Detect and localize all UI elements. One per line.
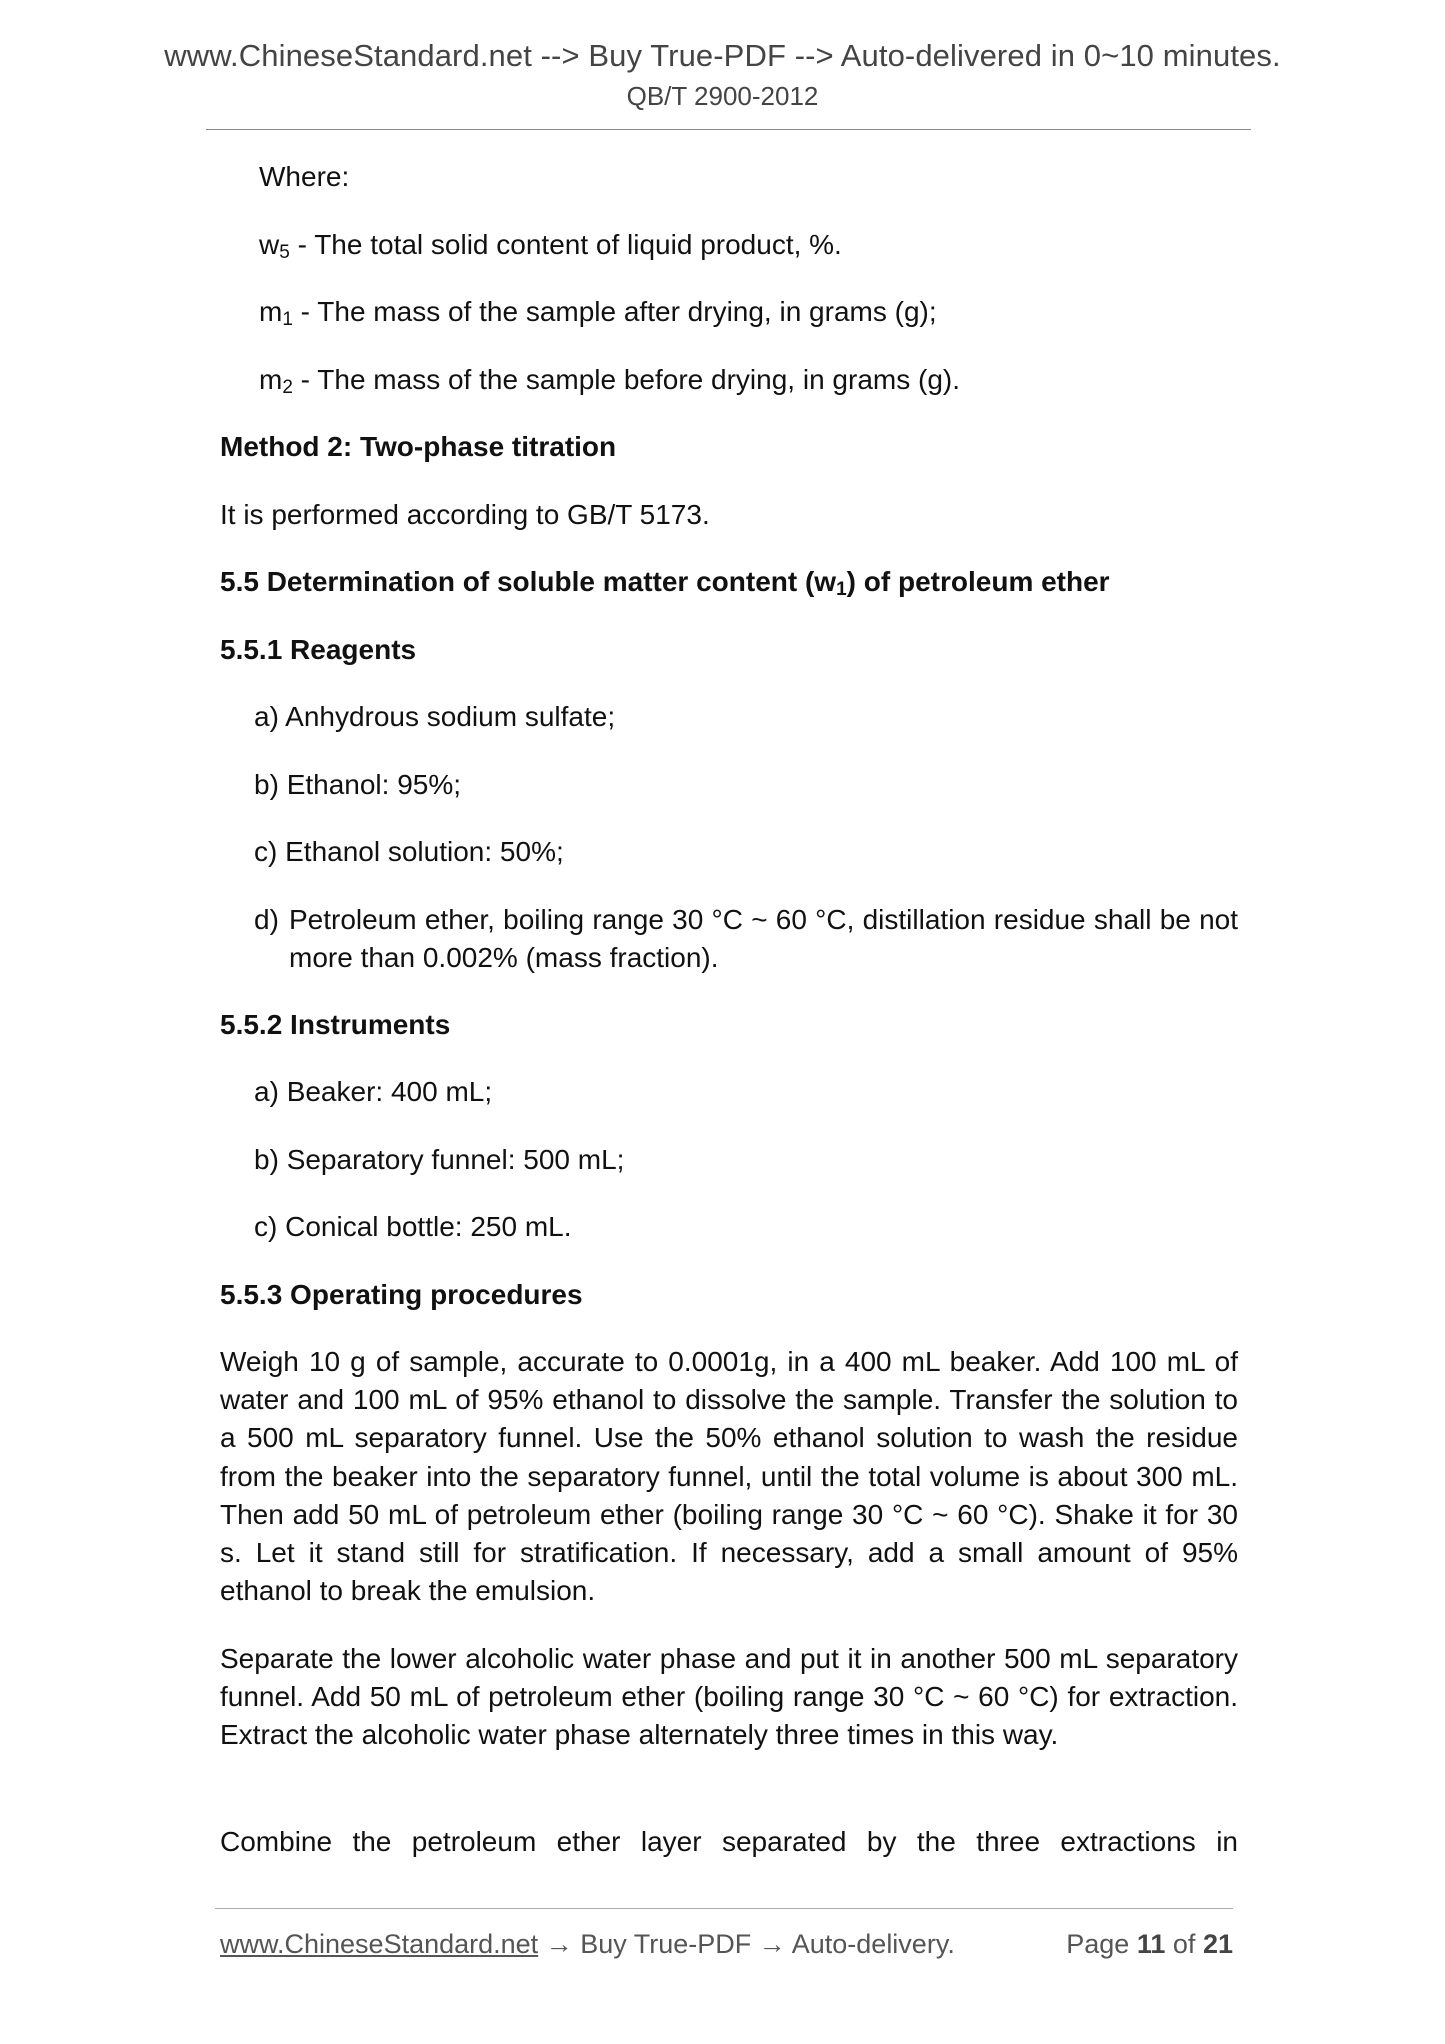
- variable-symbol: w: [259, 229, 280, 260]
- variable-symbol: m: [259, 364, 283, 395]
- reagent-item: [254, 698, 615, 736]
- item-text: Ethanol: 95%;: [286, 769, 462, 800]
- item-text: Ethanol solution: 50%;: [285, 836, 564, 867]
- section-5-5-3-heading: 5.5.3 Operating procedures: [220, 1279, 583, 1310]
- page-total: 21: [1202, 1929, 1233, 1959]
- reagent-item: [254, 833, 564, 871]
- method2-text: It is performed according to GB/T 5173.: [220, 499, 710, 530]
- heading-subscript: 1: [836, 579, 847, 600]
- item-label: d): [254, 904, 279, 935]
- procedure-paragraph-2: Separate the lower alcoholic water phase and put it in another 500 mL separatory funnel. Add 50 mL of petroleum ether (boiling range 30 °C ~ 60 °C) for extraction. Extract the alcoholic water phase alternately three times in this way.: [220, 1643, 1238, 1751]
- heading-text: ) of petroleum ether: [846, 566, 1110, 597]
- instrument-item: [254, 1073, 492, 1111]
- variable-subscript: 1: [282, 309, 293, 330]
- procedure-paragraph-1: Weigh 10 g of sample, accurate to 0.0001g, in a 400 mL beaker. Add 100 mL of water and 100 mL of 95% ethanol to dissolve the sample. Transfer the solution to a 500 mL separatory funnel. Use the 50% ethanol solution to wash the residue from the beaker into the separatory funnel, until the total volume is about 300 mL. Then add 50 mL of petroleum ether (boiling range 30 °C ~ 60 °C). Shake it for 30 s. Let it stand still for stratification. If necessary, add a small amount of 95% ethanol to break the emulsion.: [220, 1346, 1238, 1607]
- page-indicator: [1066, 1929, 1233, 1960]
- footer-left: [220, 1929, 955, 1960]
- header-standard-number: QB/T 2900-2012: [626, 81, 819, 111]
- item-text: Petroleum ether, boiling range 30 °C ~ 60 °C, distillation residue shall be not more than 0.002% (mass fraction).: [289, 904, 1238, 973]
- reagent-item: [254, 901, 1238, 977]
- footer-site-link[interactable]: www.ChineseStandard.net: [220, 1929, 539, 1959]
- section-5-5-1-heading: 5.5.1 Reagents: [220, 634, 417, 665]
- item-label: a): [254, 1076, 279, 1107]
- procedure-paragraph-3: Combine the petroleum ether layer separated by the three extractions in: [220, 1826, 1238, 1857]
- item-label: c): [254, 836, 278, 867]
- page-word: Page: [1066, 1929, 1130, 1959]
- method2-heading: Method 2: Two-phase titration: [220, 431, 617, 462]
- item-text: Conical bottle: 250 mL.: [285, 1211, 572, 1242]
- footer-divider: [215, 1908, 1233, 1909]
- item-label: a): [254, 701, 279, 732]
- reagent-item: [254, 766, 461, 804]
- variable-symbol: m: [259, 296, 283, 327]
- item-text: Anhydrous sodium sulfate;: [285, 701, 616, 732]
- variable-subscript: 2: [282, 377, 293, 398]
- heading-text: 5.5 Determination of soluble matter content (w: [220, 566, 837, 597]
- instrument-item: [254, 1141, 624, 1179]
- page-current: 11: [1136, 1929, 1166, 1959]
- item-text: Separatory funnel: 500 mL;: [286, 1144, 625, 1175]
- variable-m2-definition: [259, 361, 960, 399]
- of-word: of: [1172, 1929, 1196, 1959]
- where-label: Where:: [259, 161, 350, 192]
- footer-tagline: → Buy True-PDF → Auto-delivery.: [538, 1929, 955, 1959]
- item-label: c): [254, 1211, 278, 1242]
- variable-description: - The mass of the sample after drying, in grams (g);: [292, 296, 937, 327]
- instrument-item: [254, 1208, 572, 1246]
- header-divider: [206, 129, 1251, 130]
- variable-description: - The total solid content of liquid product, %.: [289, 229, 842, 260]
- section-5-5-heading: [220, 563, 1110, 601]
- item-label: b): [254, 769, 279, 800]
- section-5-5-2-heading: 5.5.2 Instruments: [220, 1009, 451, 1040]
- variable-w5-definition: [259, 226, 842, 264]
- variable-description: - The mass of the sample before drying, in grams (g).: [292, 364, 960, 395]
- header-site-line: www.ChineseStandard.net --> Buy True-PDF --> Auto-delivered in 0~10 minutes.: [164, 38, 1281, 73]
- item-text: Beaker: 400 mL;: [286, 1076, 493, 1107]
- variable-m1-definition: [259, 293, 937, 331]
- variable-subscript: 5: [279, 242, 290, 263]
- item-label: b): [254, 1144, 279, 1175]
